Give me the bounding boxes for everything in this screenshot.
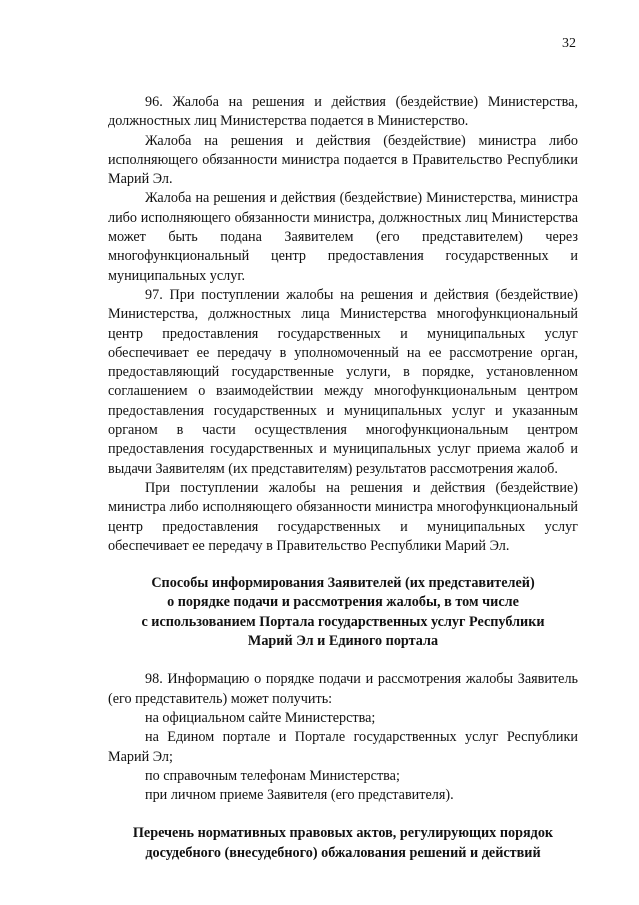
heading-line: Способы информирования Заявителей (их представителей) (151, 575, 535, 592)
paragraph-complaint-minister: Жалоба на решения и действия (бездействие) министра либо исполняющего обязанности министра подается в Правительство Республики Марий Эл. (108, 132, 578, 188)
heading-line: с использованием Портала государственных услуг Республики (141, 613, 545, 630)
heading-line: Перечень нормативных правовых актов, регулирующих порядок (132, 825, 554, 842)
paragraph-96: 96. Жалоба на решения и действия (бездействие) Министерства, должностных лиц Министерства подается в Министерство. (108, 94, 578, 130)
paragraph-98: 98. Информацию о порядке подачи и рассмотрения жалобы Заявитель (его представитель) может получить: (108, 671, 578, 707)
list-item: по справочным телефонам Министерства; (145, 767, 400, 784)
heading-line: о порядке подачи и рассмотрения жалобы, в том числе (167, 594, 519, 611)
list-item: на официальном сайте Министерства; (145, 709, 376, 726)
page-number: 32 (562, 36, 576, 51)
paragraph-complaint-mfc: Жалоба на решения и действия (бездействие) Министерства, министра либо исполняющего обязанности министра, должностных лиц Министерства может быть подана Заявителем (его представителем) через многофункциональный центр предоставления государственных и муниципальных услуг. (108, 190, 578, 284)
section-heading-legal-acts (108, 824, 578, 863)
paragraph-97: 97. При поступлении жалобы на решения и действия (бездействие) Министерства, должностных лица Министерства многофункциональный центр предоставления государственных и муниципальных услуг обеспечивает ее передачу в уполномоченный на ее рассмотрение орган, предоставляющий государственные услуги, в порядке, установленном соглашением о взаимодействии между многофункциональным центром предоставления государственных и муниципальных услуг и указанным органом в части осуществления многофункциональным центром предоставления государственных и муниципальных услуг приема жалоб и выдачи Заявителям (их представителям) результатов рассмотрения жалоб. (108, 286, 578, 477)
heading-line: Марий Эл и Единого портала (247, 633, 439, 650)
list-item: при личном приеме Заявителя (его представителя). (145, 787, 454, 804)
document-body (108, 93, 578, 863)
section-heading-informing (108, 574, 578, 651)
paragraph-complaint-minister-mfc: При поступлении жалобы на решения и действия (бездействие) министра либо исполняющего обязанности министра многофункциональный центр предоставления государственных и муниципальных услуг обеспечивает ее передачу в Правительство Республики Марий Эл. (108, 479, 578, 554)
heading-line: досудебного (внесудебного) обжалования решений и действий (145, 844, 541, 861)
list-item: на Едином портале и Портале государственных услуг Республики Марий Эл; (108, 729, 578, 765)
